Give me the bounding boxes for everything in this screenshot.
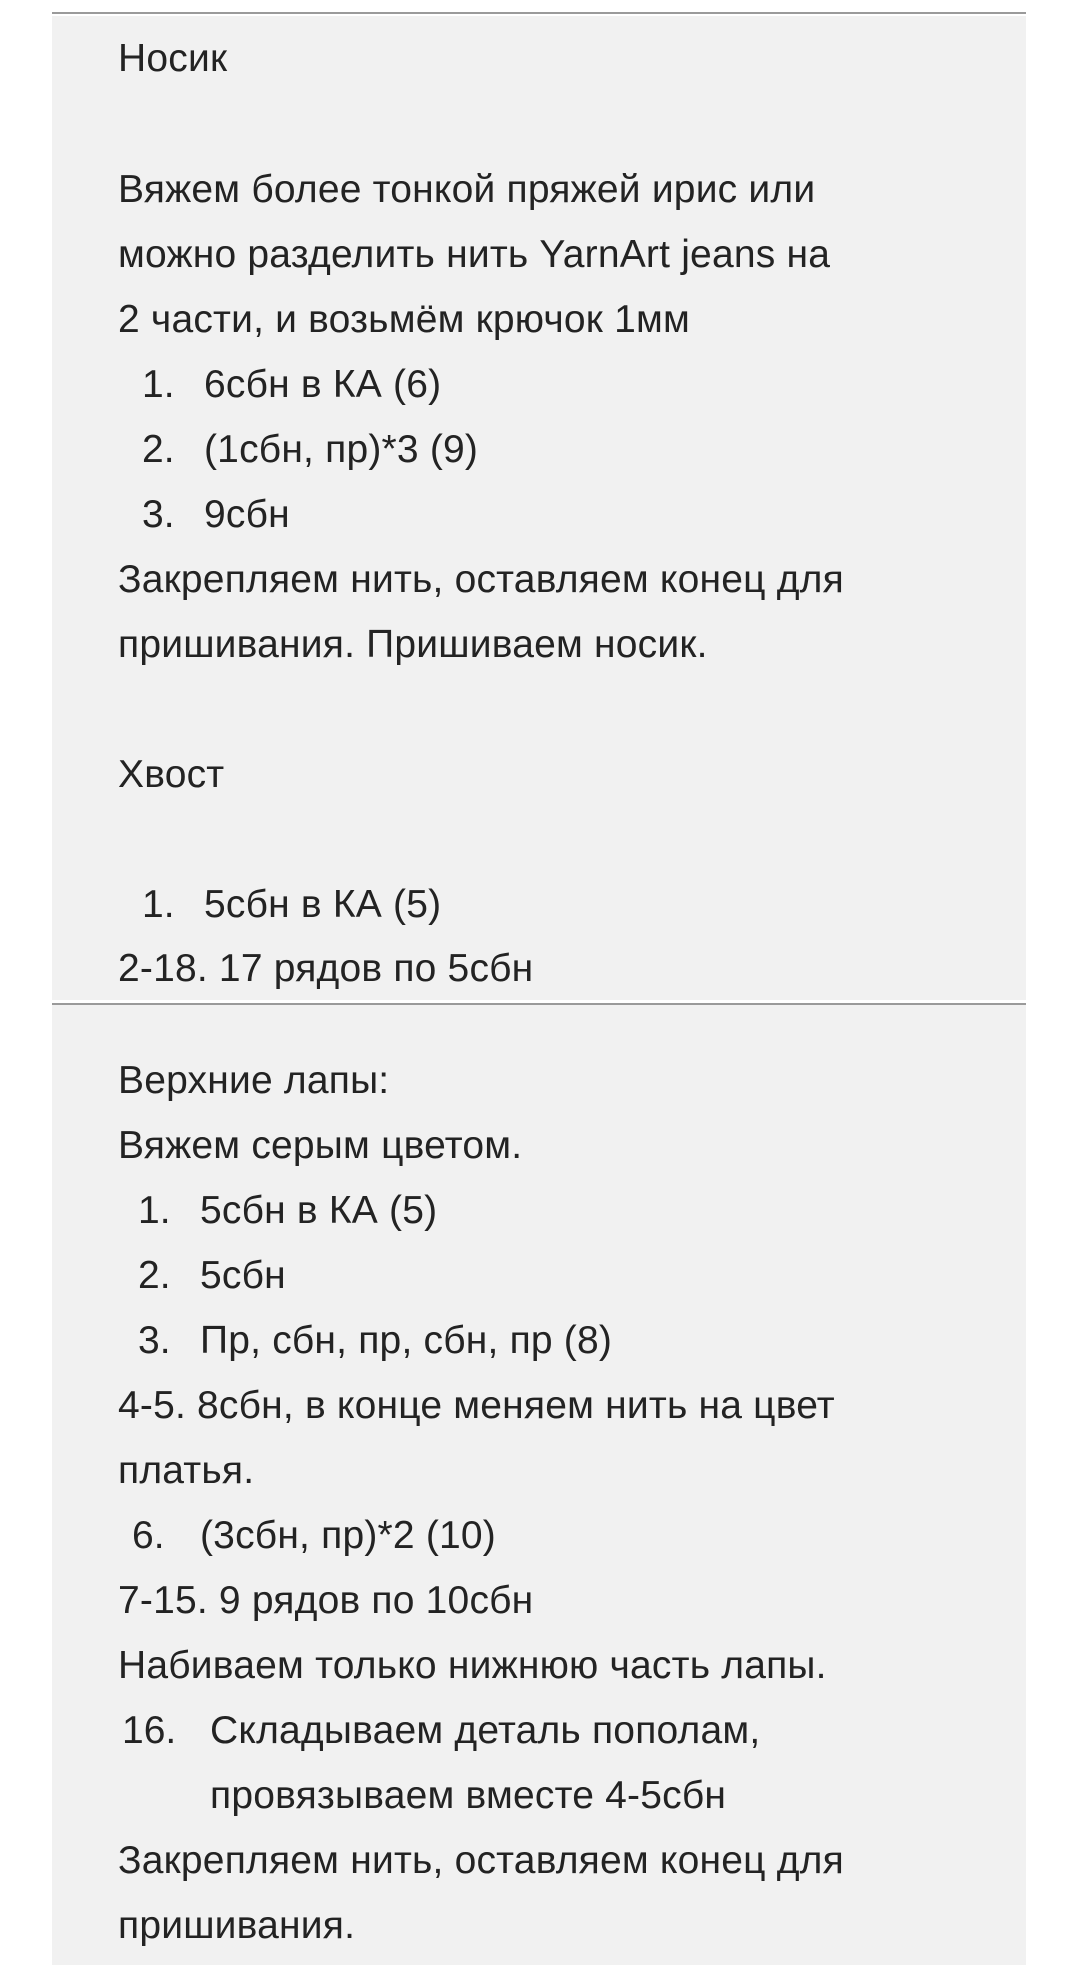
row-text: 5сбн в КА (5) bbox=[200, 1189, 438, 1232]
intro-line: можно разделить нить YarnArt jeans на bbox=[118, 233, 831, 276]
closing-line: Закрепляем нить, оставляем конец для bbox=[118, 1839, 844, 1882]
closing-line: пришивания. Пришиваем носик. bbox=[118, 623, 708, 666]
row-text: 5сбн в КА (5) bbox=[204, 883, 442, 926]
section-heading-nose: Носик bbox=[118, 37, 228, 80]
row-text: (3сбн, пр)*2 (10) bbox=[200, 1514, 496, 1557]
row-text: Складываем деталь пополам, bbox=[210, 1709, 761, 1752]
row-number: 3. bbox=[142, 493, 175, 536]
section-heading-tail: Хвост bbox=[118, 753, 225, 796]
subheading-line: Вяжем серым цветом. bbox=[118, 1124, 523, 1167]
row-number: 3. bbox=[138, 1319, 171, 1362]
row-number: 1. bbox=[142, 883, 175, 926]
row-text: 5сбн bbox=[200, 1254, 286, 1297]
rows-4-5-line: платья. bbox=[118, 1449, 255, 1492]
row-number: 2. bbox=[142, 428, 175, 471]
closing-line: пришивания. bbox=[118, 1904, 356, 1947]
tail-rows-line: 2-18. 17 рядов по 5сбн bbox=[118, 947, 534, 990]
closing-line: Закрепляем нить, оставляем конец для bbox=[118, 558, 844, 601]
section-heading-upper-paws: Верхние лапы: bbox=[118, 1059, 390, 1102]
row-text: Пр, сбн, пр, сбн, пр (8) bbox=[200, 1319, 613, 1362]
row-number: 1. bbox=[138, 1189, 171, 1232]
intro-line: Вяжем более тонкой пряжей ирис или bbox=[118, 168, 816, 211]
rows-4-5-line: 4-5. 8сбн, в конце меняем нить на цвет bbox=[118, 1384, 835, 1427]
row-text: 9сбн bbox=[204, 493, 290, 536]
row-number: 2. bbox=[138, 1254, 171, 1297]
row-number: 6. bbox=[132, 1514, 165, 1557]
top-divider bbox=[52, 12, 1026, 14]
row-number: 1. bbox=[142, 363, 175, 406]
row-text: 6сбн в КА (6) bbox=[204, 363, 442, 406]
stuffing-line: Набиваем только нижнюю часть лапы. bbox=[118, 1644, 827, 1687]
note-card-nose-tail bbox=[52, 16, 1026, 1000]
row-text: провязываем вместе 4-5сбн bbox=[210, 1774, 727, 1817]
rows-7-15-line: 7-15. 9 рядов по 10сбн bbox=[118, 1579, 534, 1622]
row-text: (1сбн, пр)*3 (9) bbox=[204, 428, 479, 471]
intro-line: 2 части, и возьмём крючок 1мм bbox=[118, 298, 691, 341]
row-number: 16. bbox=[122, 1709, 177, 1752]
